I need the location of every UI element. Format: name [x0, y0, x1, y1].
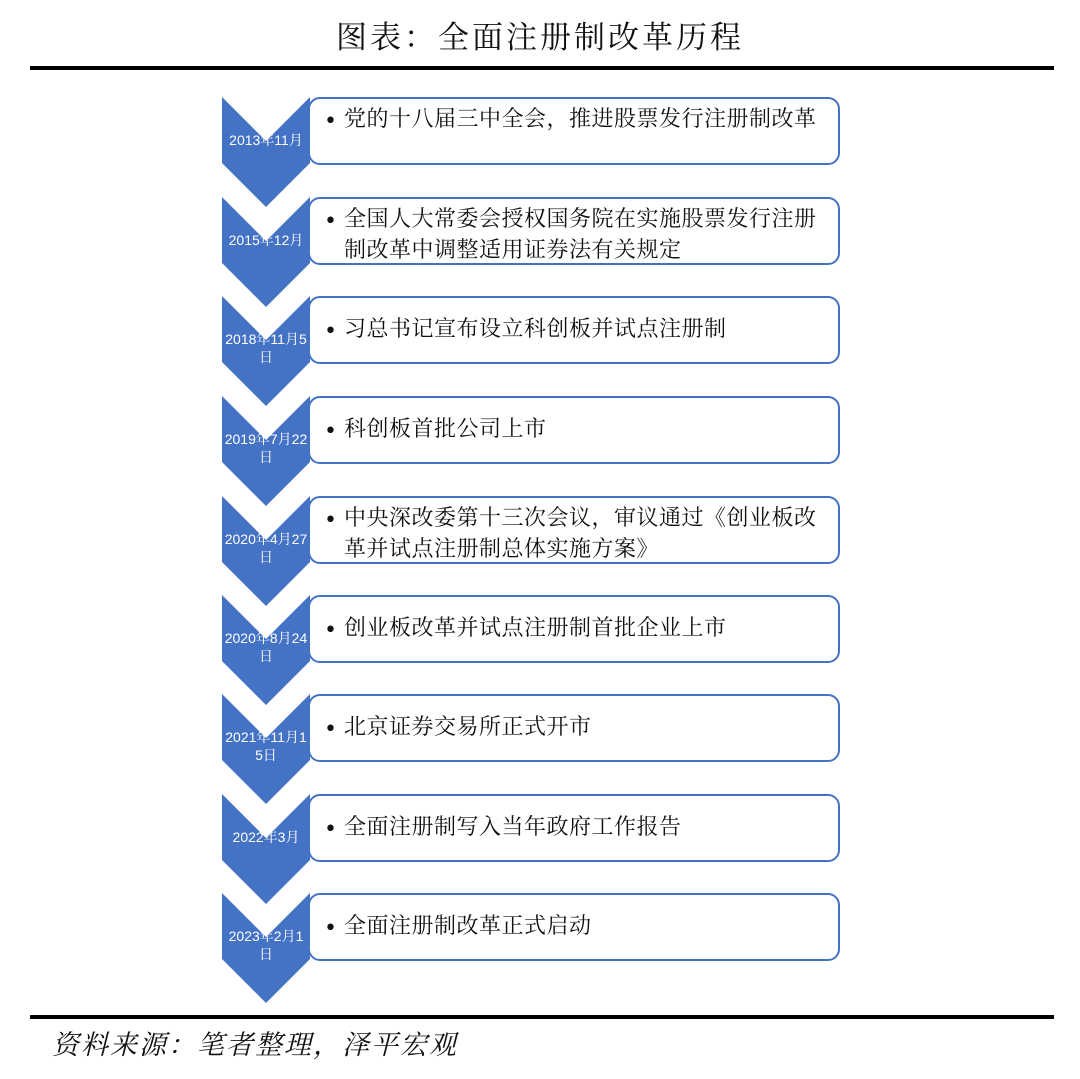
step-date: 2013年11月 [229, 132, 303, 148]
timeline-step [222, 296, 844, 406]
step-box [308, 694, 840, 762]
step-date: 2020年4月27日 [224, 531, 308, 565]
step-date: 2015年12月 [228, 232, 304, 248]
step-date: 2018年11月5日 [225, 331, 307, 365]
timeline-step [222, 496, 844, 606]
step-text: 创业板改革并试点注册制首批企业上市 [344, 616, 727, 641]
bullet-icon: • [324, 508, 337, 533]
step-box [308, 197, 840, 265]
timeline-step [222, 197, 844, 307]
step-date: 2021年11月15日 [225, 729, 307, 763]
bullet-icon: • [324, 319, 337, 344]
bullet-icon: • [324, 717, 337, 742]
bullet-icon: • [324, 817, 337, 842]
chevron-marker [222, 197, 310, 307]
timeline-step [222, 893, 844, 1003]
step-date: 2019年7月22日 [224, 431, 308, 465]
timeline-step [222, 694, 844, 804]
step-box [308, 496, 840, 564]
bottom-rule [30, 1015, 1054, 1019]
step-text: 北京证券交易所正式开市 [344, 715, 592, 740]
bullet-icon: • [324, 618, 337, 643]
source-note: 资料来源：笔者整理，泽平宏观 [52, 1030, 458, 1061]
step-text: 习总书记宣布设立科创板并试点注册制 [344, 317, 727, 342]
step-text: 科创板首批公司上市 [344, 417, 547, 442]
step-box [308, 396, 840, 464]
bullet-icon: • [324, 109, 337, 134]
step-box [308, 595, 840, 663]
step-box [308, 893, 840, 961]
step-box [308, 794, 840, 862]
timeline-step [222, 794, 844, 904]
bullet-icon: • [324, 916, 337, 941]
step-date: 2022年3月 [232, 829, 300, 845]
step-box [308, 296, 840, 364]
step-box [308, 97, 840, 165]
step-text: 全面注册制写入当年政府工作报告 [344, 815, 682, 840]
chevron-marker [222, 794, 310, 904]
bullet-icon: • [324, 419, 337, 444]
timeline-step [222, 97, 844, 207]
step-date: 2023年2月1日 [228, 928, 304, 962]
timeline-step [222, 595, 844, 705]
step-date: 2020年8月24日 [224, 630, 308, 664]
figure-title: 图表：全面注册制改革历程 [336, 20, 744, 56]
step-text: 全国人大常委会授权国务院在实施股票发行注册制改革中调整适用证券法有关规定 [344, 207, 817, 263]
chevron-marker [222, 97, 310, 207]
step-text: 党的十八届三中全会，推进股票发行注册制改革 [344, 107, 817, 132]
step-text: 全面注册制改革正式启动 [344, 914, 592, 939]
step-text: 中央深改委第十三次会议，审议通过《创业板改革并试点注册制总体实施方案》 [344, 506, 817, 562]
timeline-step [222, 396, 844, 506]
bullet-icon: • [324, 209, 337, 234]
